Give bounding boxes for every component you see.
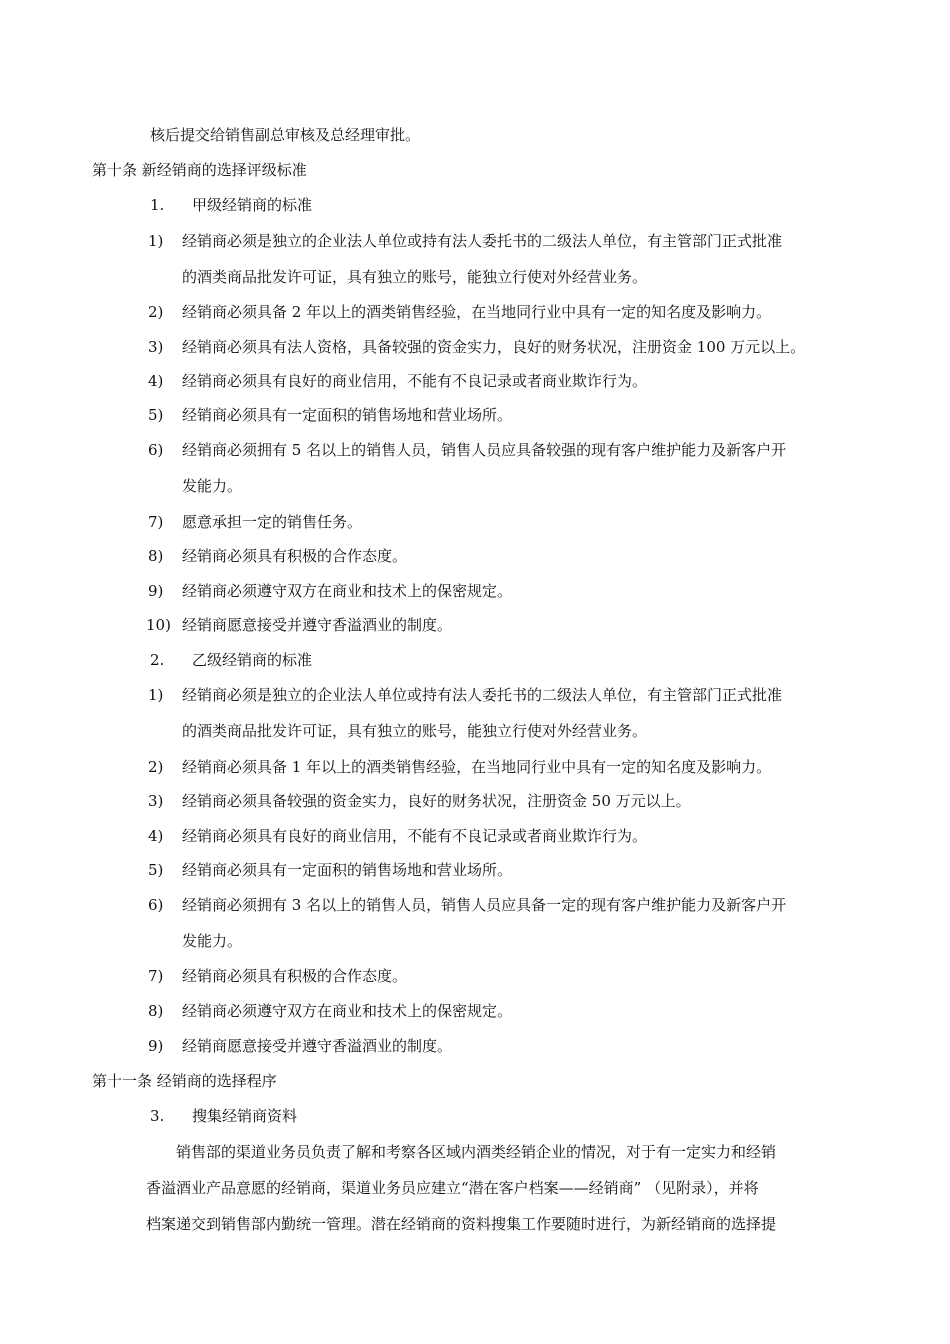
subsection-heading: 搜集经销商资料 <box>192 1107 298 1125</box>
list-number: 5) <box>148 406 164 424</box>
list-item: 经销商必须遵守双方在商业和技术上的保密规定。 <box>182 1002 513 1020</box>
list-number: 7) <box>148 967 164 985</box>
list-number: 8) <box>148 547 164 565</box>
list-number: 9) <box>148 582 164 600</box>
article-heading: 第十一条 经销商的选择程序 <box>92 1072 277 1090</box>
list-item: 经销商愿意接受并遵守香溢酒业的制度。 <box>182 1037 453 1055</box>
list-item: 经销商必须具备较强的资金实力，良好的财务状况，注册资金 50 万元以上。 <box>182 792 691 810</box>
paragraph-line: 档案递交到销售部内勤统一管理。潜在经销商的资料搜集工作要随时进行，为新经销商的选择提 <box>146 1215 777 1233</box>
list-item-continuation: 的酒类商品批发许可证，具有独立的账号，能独立行使对外经营业务。 <box>182 268 648 286</box>
list-item: 经销商必须具备 2 年以上的酒类销售经验，在当地同行业中具有一定的知名度及影响力。 <box>182 303 772 321</box>
list-number: 9) <box>148 1037 164 1055</box>
subsection-heading: 乙级经销商的标准 <box>192 651 313 669</box>
list-item-continuation: 发能力。 <box>182 477 243 495</box>
list-number: 7) <box>148 513 164 531</box>
list-number: 2) <box>148 303 164 321</box>
list-number: 4) <box>148 372 164 390</box>
list-item: 经销商必须具有法人资格，具备较强的资金实力，良好的财务状况，注册资金 100 万元以上。 <box>182 338 806 356</box>
list-number: 8) <box>148 1002 164 1020</box>
list-item: 经销商必须具有良好的商业信用，不能有不良记录或者商业欺诈行为。 <box>182 372 648 390</box>
list-item: 经销商必须具有积极的合作态度。 <box>182 967 408 985</box>
paragraph-line: 销售部的渠道业务员负责了解和考察各区域内酒类经销企业的情况，对于有一定实力和经销 <box>176 1143 777 1161</box>
list-number: 2. <box>150 651 165 669</box>
subsection-heading: 甲级经销商的标准 <box>192 196 313 214</box>
list-number: 3) <box>148 792 164 810</box>
list-item: 经销商必须拥有 3 名以上的销售人员，销售人员应具备一定的现有客户维护能力及新客户开 <box>182 896 787 914</box>
list-number: 6) <box>148 441 164 459</box>
list-item: 经销商必须拥有 5 名以上的销售人员，销售人员应具备较强的现有客户维护能力及新客户开 <box>182 441 787 459</box>
list-item: 经销商必须遵守双方在商业和技术上的保密规定。 <box>182 582 513 600</box>
list-item: 经销商必须具备 1 年以上的酒类销售经验，在当地同行业中具有一定的知名度及影响力。 <box>182 758 772 776</box>
paragraph-line: 香溢酒业产品意愿的经销商，渠道业务员应建立“潜在客户档案——经销商” （见附录），并将 <box>146 1179 759 1197</box>
list-number: 2) <box>148 758 164 776</box>
list-number: 1) <box>148 232 164 250</box>
list-item: 经销商必须是独立的企业法人单位或持有法人委托书的二级法人单位，有主管部门正式批准 <box>182 232 783 250</box>
list-number: 3) <box>148 338 164 356</box>
list-number: 3. <box>150 1107 165 1125</box>
list-item: 经销商必须具有良好的商业信用，不能有不良记录或者商业欺诈行为。 <box>182 827 648 845</box>
list-number: 4) <box>148 827 164 845</box>
list-number: 6) <box>148 896 164 914</box>
list-item-continuation: 的酒类商品批发许可证，具有独立的账号，能独立行使对外经营业务。 <box>182 722 648 740</box>
list-item: 经销商愿意接受并遵守香溢酒业的制度。 <box>182 616 453 634</box>
list-item-continuation: 发能力。 <box>182 932 243 950</box>
list-number: 1. <box>150 196 165 214</box>
list-item: 经销商必须具有一定面积的销售场地和营业场所。 <box>182 406 513 424</box>
list-number: 10) <box>146 616 171 634</box>
list-item: 经销商必须具有一定面积的销售场地和营业场所。 <box>182 861 513 879</box>
list-number: 5) <box>148 861 164 879</box>
text-line: 核后提交给销售副总审核及总经理审批。 <box>150 126 421 144</box>
list-number: 1) <box>148 686 164 704</box>
list-item: 经销商必须具有积极的合作态度。 <box>182 547 408 565</box>
article-heading: 第十条 新经销商的选择评级标准 <box>92 161 307 179</box>
list-item: 愿意承担一定的销售任务。 <box>182 513 363 531</box>
list-item: 经销商必须是独立的企业法人单位或持有法人委托书的二级法人单位，有主管部门正式批准 <box>182 686 783 704</box>
